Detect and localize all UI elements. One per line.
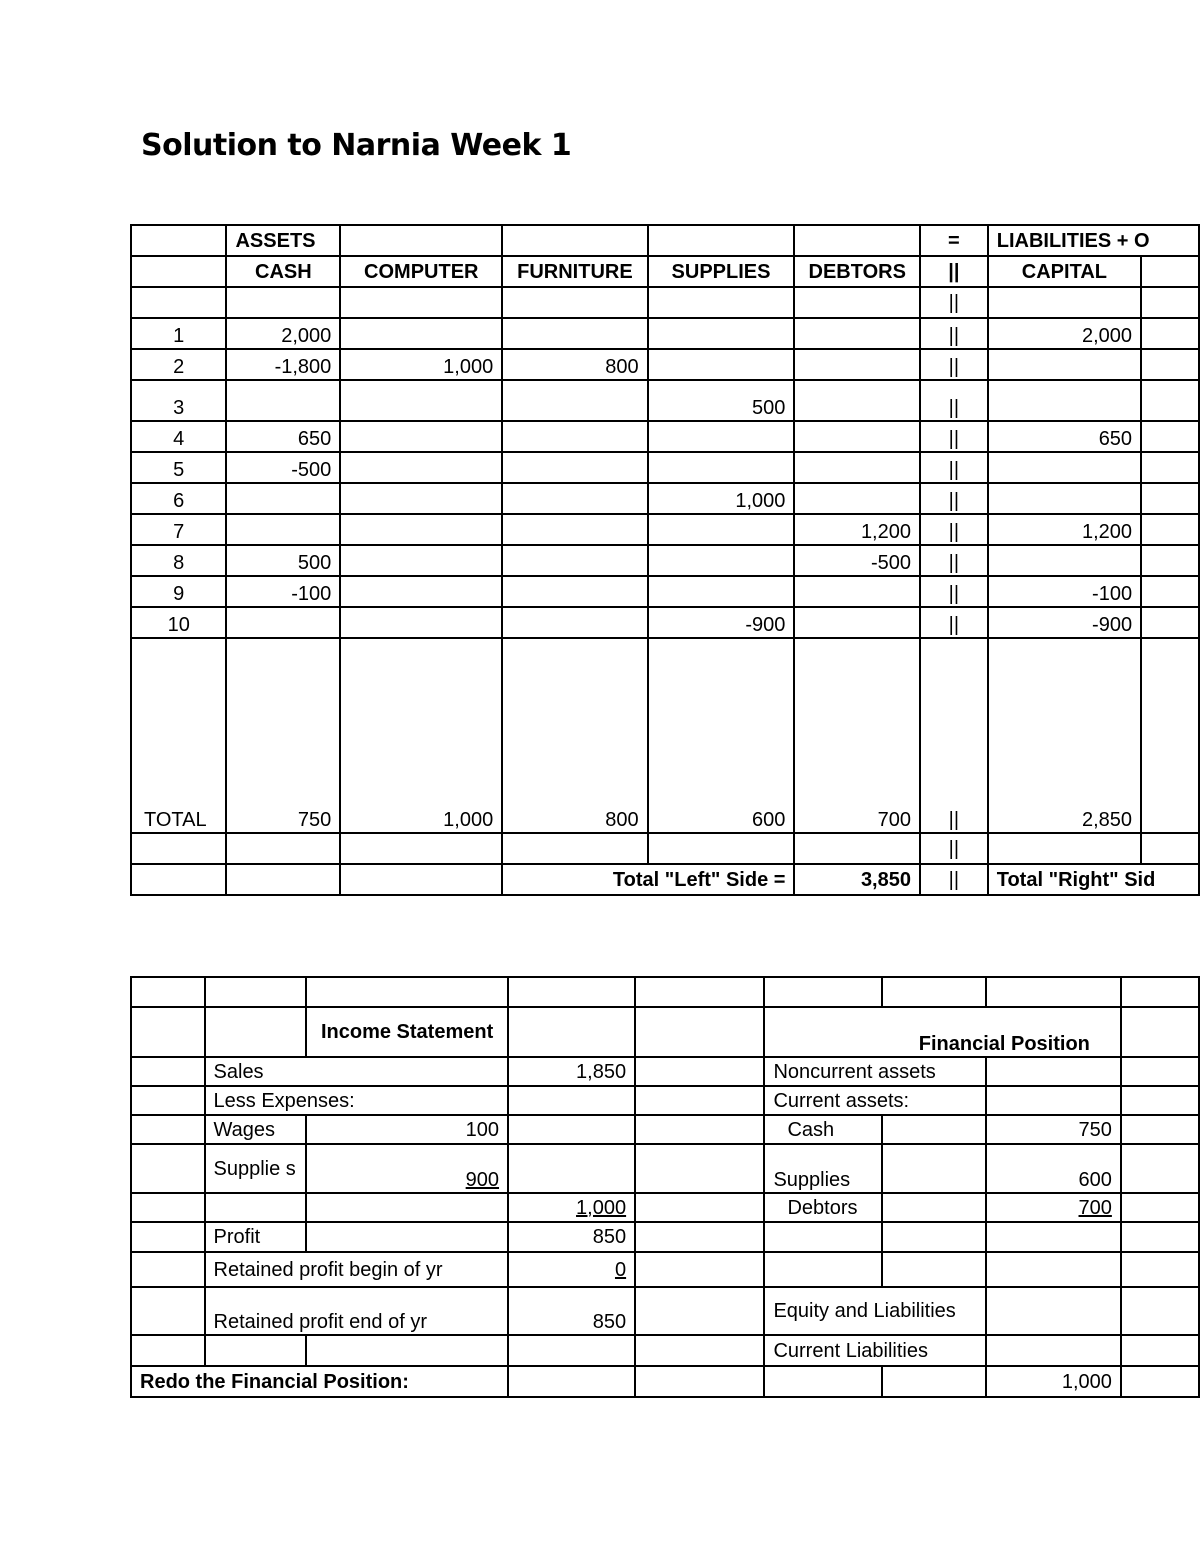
supplies-cell	[648, 421, 795, 452]
profit-label: Profit	[205, 1222, 307, 1252]
furniture-cell	[502, 514, 647, 545]
cash-cell	[226, 483, 340, 514]
separator: ||	[920, 349, 988, 380]
row-sales	[131, 1057, 1199, 1086]
row-wages	[131, 1115, 1199, 1144]
header-row-2	[131, 256, 1199, 287]
debtors-cell	[794, 421, 920, 452]
cash-cell	[226, 514, 340, 545]
separator: ||	[920, 514, 988, 545]
col-header-furniture: FURNITURE	[502, 256, 647, 287]
rp-begin-label: Retained profit begin of yr	[205, 1252, 509, 1287]
equals-sign: =	[920, 225, 988, 256]
blank-row	[131, 287, 1199, 318]
computer-cell	[340, 318, 502, 349]
transaction-row	[131, 483, 1199, 514]
separator: ||	[920, 833, 988, 864]
furniture-cell	[502, 421, 647, 452]
transaction-number: 6	[131, 483, 226, 514]
total-debtors: 700	[794, 638, 920, 833]
capital-cell	[988, 380, 1141, 421]
separator: ||	[920, 421, 988, 452]
transaction-row	[131, 318, 1199, 349]
left-side-label: Total "Left" Side =	[502, 864, 794, 895]
col-header-computer: COMPUTER	[340, 256, 502, 287]
computer-cell	[340, 421, 502, 452]
statements-table	[130, 976, 1200, 1398]
total-row	[131, 638, 1199, 833]
debtors-cell	[794, 576, 920, 607]
separator: ||	[920, 864, 988, 895]
cash-cell: 650	[226, 421, 340, 452]
separator: ||	[920, 318, 988, 349]
separator: ||	[920, 607, 988, 638]
computer-cell	[340, 576, 502, 607]
less-expenses-label: Less Expenses:	[205, 1086, 509, 1115]
furniture-cell	[502, 452, 647, 483]
noncurrent-assets-label: Noncurrent assets	[764, 1057, 986, 1086]
wages-value: 100	[306, 1115, 508, 1144]
supplies-cell	[648, 318, 795, 349]
profit-value: 850	[508, 1222, 635, 1252]
debtors-cell: -500	[794, 545, 920, 576]
transaction-row	[131, 349, 1199, 380]
statements-blank-row	[131, 977, 1199, 1007]
row-profit	[131, 1222, 1199, 1252]
total-cash: 750	[226, 638, 340, 833]
cash-cell: 2,000	[226, 318, 340, 349]
left-side-value: 3,850	[794, 864, 920, 895]
current-assets-label: Current assets:	[764, 1086, 986, 1115]
redo-label: Redo the Financial Position:	[131, 1366, 508, 1397]
furniture-cell	[502, 318, 647, 349]
page-title: Solution to Narnia Week 1	[141, 128, 572, 163]
debtors-cell	[794, 607, 920, 638]
transaction-row	[131, 421, 1199, 452]
separator: ||	[920, 452, 988, 483]
capital-cell: -900	[988, 607, 1141, 638]
capital-cell: 650	[988, 421, 1141, 452]
cash-cell: -500	[226, 452, 340, 483]
computer-cell	[340, 380, 502, 421]
capital-cell	[988, 483, 1141, 514]
total-capital: 2,850	[988, 638, 1141, 833]
row-redo	[131, 1366, 1199, 1397]
col-header-separator: ||	[920, 256, 988, 287]
fp-supplies-label: Supplies	[764, 1144, 882, 1193]
separator: ||	[920, 483, 988, 514]
furniture-cell	[502, 545, 647, 576]
cash-cell	[226, 607, 340, 638]
total-label: TOTAL	[131, 638, 226, 833]
row-current-liabilities	[131, 1335, 1199, 1366]
total-furniture: 800	[502, 638, 647, 833]
furniture-cell	[502, 380, 647, 421]
separator: ||	[920, 545, 988, 576]
expenses-total: 1,000	[508, 1193, 635, 1222]
capital-cell	[988, 349, 1141, 380]
supplies-cell	[648, 349, 795, 380]
supplies-expense-value: 900	[306, 1144, 508, 1193]
transaction-row	[131, 380, 1199, 421]
capital-cell: -100	[988, 576, 1141, 607]
supplies-cell	[648, 576, 795, 607]
liabilities-header: LIABILITIES + O	[988, 225, 1199, 256]
debtors-cell	[794, 318, 920, 349]
supplies-label: Supplie s	[205, 1144, 307, 1193]
cash-value: 750	[986, 1115, 1121, 1144]
statements-title-row	[131, 1007, 1199, 1057]
supplies-cell: -900	[648, 607, 795, 638]
transaction-number: 10	[131, 607, 226, 638]
computer-cell	[340, 483, 502, 514]
separator: ||	[920, 638, 988, 833]
capital-cell: 2,000	[988, 318, 1141, 349]
debtors-cell: 1,200	[794, 514, 920, 545]
computer-cell	[340, 607, 502, 638]
capital-cell	[988, 545, 1141, 576]
debtors-value: 700	[986, 1193, 1121, 1222]
total-computer: 1,000	[340, 638, 502, 833]
furniture-cell	[502, 483, 647, 514]
transaction-row	[131, 452, 1199, 483]
right-side-label: Total "Right" Sid	[988, 864, 1199, 895]
transaction-number: 8	[131, 545, 226, 576]
col-header-cash: CASH	[226, 256, 340, 287]
supplies-cell	[648, 452, 795, 483]
computer-cell	[340, 452, 502, 483]
transaction-number: 1	[131, 318, 226, 349]
computer-cell: 1,000	[340, 349, 502, 380]
transaction-number: 4	[131, 421, 226, 452]
assets-header: ASSETS	[226, 225, 340, 256]
wages-label: Wages	[205, 1115, 307, 1144]
blank-row	[131, 833, 1199, 864]
furniture-cell	[502, 576, 647, 607]
sales-label: Sales	[205, 1057, 509, 1086]
furniture-cell	[502, 607, 647, 638]
cash-label: Cash	[764, 1115, 882, 1144]
furniture-cell: 800	[502, 349, 647, 380]
capital-cell	[988, 452, 1141, 483]
income-statement-title: Income Statement	[306, 1007, 508, 1057]
transaction-number: 9	[131, 576, 226, 607]
row-less-expenses	[131, 1086, 1199, 1115]
row-rp-begin	[131, 1252, 1199, 1287]
supplies-cell	[648, 545, 795, 576]
transaction-number: 3	[131, 380, 226, 421]
supplies-cell: 1,000	[648, 483, 795, 514]
col-header-capital: CAPITAL	[988, 256, 1141, 287]
equity-liabilities-label: Equity and Liabilities	[764, 1287, 986, 1335]
cash-cell: 500	[226, 545, 340, 576]
supplies-cell: 500	[648, 380, 795, 421]
transaction-row	[131, 607, 1199, 638]
current-liabilities-value: 1,000	[986, 1366, 1121, 1397]
col-header-supplies: SUPPLIES	[648, 256, 795, 287]
accounting-equation-table	[130, 224, 1200, 896]
separator: ||	[920, 287, 988, 318]
transaction-row	[131, 514, 1199, 545]
cash-cell	[226, 380, 340, 421]
row-supplies	[131, 1144, 1199, 1193]
row-expenses-total	[131, 1193, 1199, 1222]
row-rp-end	[131, 1287, 1199, 1335]
fp-supplies-value: 600	[986, 1144, 1121, 1193]
computer-cell	[340, 514, 502, 545]
rp-begin-value: 0	[508, 1252, 635, 1287]
debtors-cell	[794, 349, 920, 380]
separator: ||	[920, 576, 988, 607]
transaction-row	[131, 576, 1199, 607]
rp-end-label: Retained profit end of yr	[205, 1287, 509, 1335]
supplies-cell	[648, 514, 795, 545]
transaction-row	[131, 545, 1199, 576]
cash-cell: -100	[226, 576, 340, 607]
computer-cell	[340, 545, 502, 576]
debtors-cell	[794, 483, 920, 514]
debtors-label: Debtors	[764, 1193, 882, 1222]
transaction-number: 2	[131, 349, 226, 380]
sales-value: 1,850	[508, 1057, 635, 1086]
transaction-number: 5	[131, 452, 226, 483]
capital-cell: 1,200	[988, 514, 1141, 545]
transaction-number: 7	[131, 514, 226, 545]
header-row-1	[131, 225, 1199, 256]
col-header-debtors: DEBTORS	[794, 256, 920, 287]
current-liabilities-label: Current Liabilities	[764, 1335, 986, 1366]
side-totals-row	[131, 864, 1199, 895]
separator: ||	[920, 380, 988, 421]
financial-position-title: Financial Position	[764, 1007, 1120, 1057]
cash-cell: -1,800	[226, 349, 340, 380]
rp-end-value: 850	[508, 1287, 635, 1335]
total-supplies: 600	[648, 638, 795, 833]
debtors-cell	[794, 380, 920, 421]
debtors-cell	[794, 452, 920, 483]
